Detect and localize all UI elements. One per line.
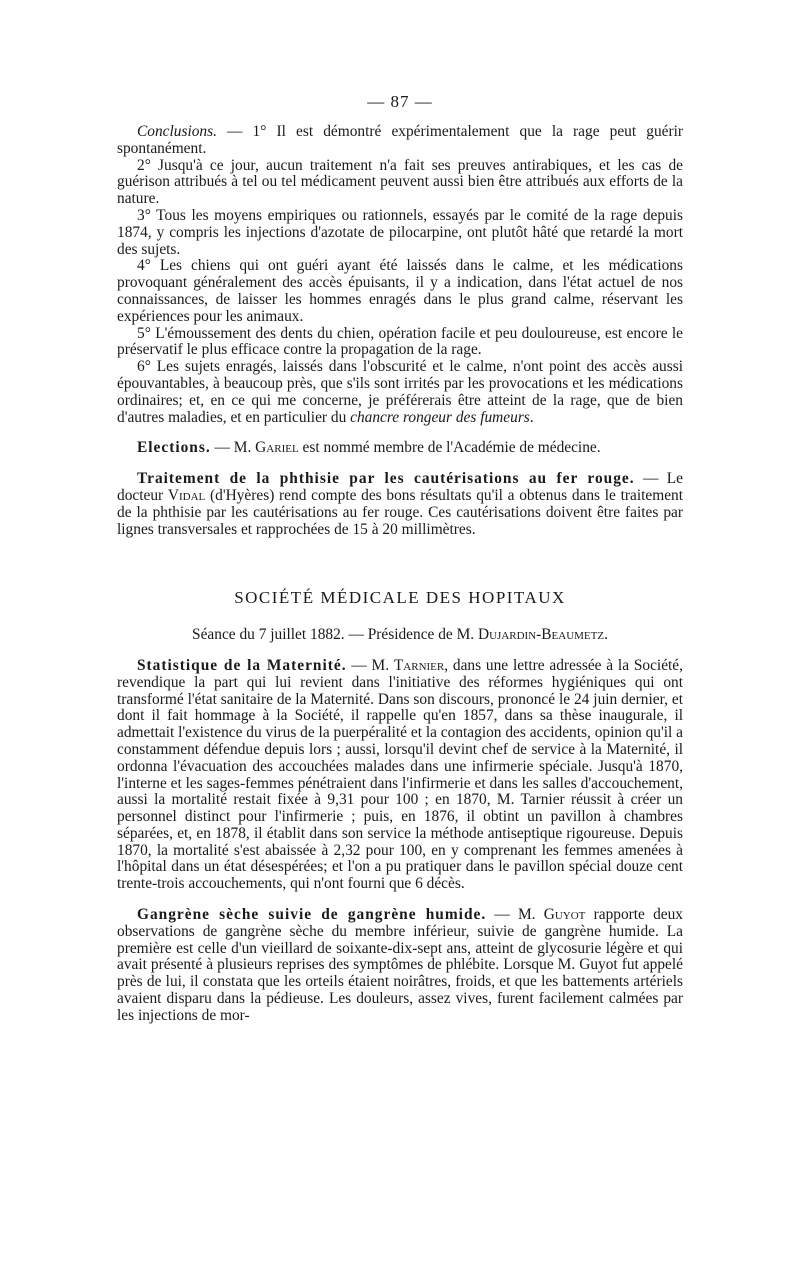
elections-heading: Elections. bbox=[137, 439, 211, 457]
conclusions-item-5: 5° L'émoussement des dents du chien, opération facile et peu douloureuse, est encore le préservatif le plus efficace contre la propagation de la rage. bbox=[117, 324, 683, 359]
traitement-pre: — Le docteur bbox=[117, 470, 683, 504]
conclusions-text-1: — 1° Il est démontré expérimentalement que la rage peut guérir spontanément. bbox=[117, 123, 683, 157]
conclusions-item-3: 3° Tous les moyens empiriques ou rationnels, essayés par le comité de la rage depuis 1874, y compris les injections d'azotate de pilocarpine, ont plutôt hâté que retardé la mort des sujets. bbox=[117, 206, 683, 258]
elections-paragraph bbox=[117, 440, 683, 457]
seance-pre: Séance du 7 juillet 1882. — Présidence de M. bbox=[192, 626, 478, 644]
traitement-paragraph bbox=[117, 471, 683, 538]
traitement-name: Vidal bbox=[167, 486, 206, 504]
seance-end: . bbox=[604, 626, 608, 644]
main-text-column bbox=[117, 124, 683, 1025]
statistique-text: , dans une lettre adressée à la Société, revendique la part qui lui revient dans l'initiative des réformes hygiéniques qui ont transformé l'état sanitaire de la Maternité. Dans son discours, prononcé le 24 juin dernier, et dont il fait hommage à la Société, il rappelle qu'en 1857, dans sa thèse inaugurale, il admettait l'existence du virus de la puerpéralité et la contagion des accidents, opinion qu'il a constamment défendue depuis lors ; aussi, lorsqu'il devint chef de service à la Maternité, il ordonna l'évacuation des accouchées malades dans une infirmerie spéciale. Jusqu'à 1870, l'interne et les sages-femmes pénétraient dans l'infirmerie et dans les salles d'accouchement, aussi la mortalité restait fixée à 9,31 pour 100 ; en 1870, M. Tarnier réussit à créer un personnel distinct pour l'infirmerie ; puis, en 1876, il obtint un pavillon à chambres séparées, et, en 1878, il établit dans son service la méthode antiseptique rigoureuse. Depuis 1870, la mortalité s'est abaissée à 2,32 pour 100, en y comprenant les femmes amenées à l'hôpital dans un état désespérées; et l'on a pu pratiquer dans le pavillon spécial douze cent trente-trois accouchements, qui n'ont fourni que 6 décès. bbox=[117, 656, 683, 893]
conclusions-item-1 bbox=[117, 124, 683, 158]
traitement-text: (d'Hyères) rend compte des bons résultats qu'il a obtenus dans le traitement de la phthisie par les cautérisations au fer rouge. Ces cautérisations doivent être faites par lignes transversales et rapprochées de 15 à 20 millimètres. bbox=[117, 486, 684, 538]
elections-name: Gariel bbox=[255, 439, 299, 457]
conclusions-heading: Conclusions. bbox=[137, 123, 217, 140]
page-number: — 87 — bbox=[367, 92, 433, 111]
section-title: SOCIÉTÉ MÉDICALE DES HOPITAUX bbox=[234, 588, 566, 608]
conclusions-end: . bbox=[529, 408, 534, 426]
conclusions-item-6 bbox=[117, 359, 683, 426]
statistique-name: Tarnier bbox=[393, 656, 445, 674]
traitement-heading: Traitement de la phthisie par les cautérisations au fer rouge. bbox=[137, 470, 635, 488]
statistique-pre: — M. bbox=[346, 656, 394, 674]
gangrene-name: Guyot bbox=[543, 906, 586, 924]
conclusions-italic-phrase: chancre rongeur des fumeurs bbox=[350, 408, 530, 426]
gangrene-paragraph bbox=[117, 907, 683, 1025]
seance-president: Dujardin-Beaumetz bbox=[477, 626, 605, 644]
statistique-heading: Statistique de la Maternité. bbox=[137, 656, 347, 674]
conclusions-text-6: 6° Les sujets enragés, laissés dans l'obscurité et le calme, n'ont point des accès aussi épouvantables, à beaucoup près, que s'ils sont irrités par les provocations et les médications ordinaires; et, en ce qui me concerne, je préférerais être atteint de la rage, que de bien d'autres maladies, et en particulier du bbox=[117, 358, 683, 426]
conclusions-item-4: 4° Les chiens qui ont guéri ayant été laissés dans le calme, et les médications provoquant généralement des accès épuisants, il y a indication, dans l'état actuel de nos connaissances, de laisser les hommes enragés dans le plus grand calme, réservant les expériences pour les animaux. bbox=[117, 257, 683, 325]
elections-pre: — M. bbox=[210, 439, 256, 457]
gangrene-pre: — M. bbox=[486, 906, 544, 924]
statistique-paragraph bbox=[117, 658, 683, 893]
gangrene-text: rapporte deux observations de gangrène sèche du membre inférieur, suivie de gangrène humide. La première est celle d'un vieillard de soixante-dix-sept ans, atteint de glycosurie légère et qui avait présenté à plusieurs reprises des symptômes de phlébite. Lorsque M. Guyot fut appelé près de lui, il constata que les orteils étaient noirâtres, froids, et que les battements artériels avaient disparu dans la pédieuse. Les douleurs, assez vives, furent facilement calmées par les injections de mor- bbox=[117, 906, 683, 1024]
conclusions-item-2: 2° Jusqu'à ce jour, aucun traitement n'a fait ses preuves antirabiques, et les cas de guérison attribués à tel ou tel médicament peuvent aussi bien être attribués aux efforts de la nature. bbox=[117, 156, 683, 208]
seance-line bbox=[117, 627, 683, 644]
gangrene-heading: Gangrène sèche suivie de gangrène humide. bbox=[137, 906, 487, 924]
elections-text: est nommé membre de l'Académie de médecine. bbox=[298, 439, 601, 457]
